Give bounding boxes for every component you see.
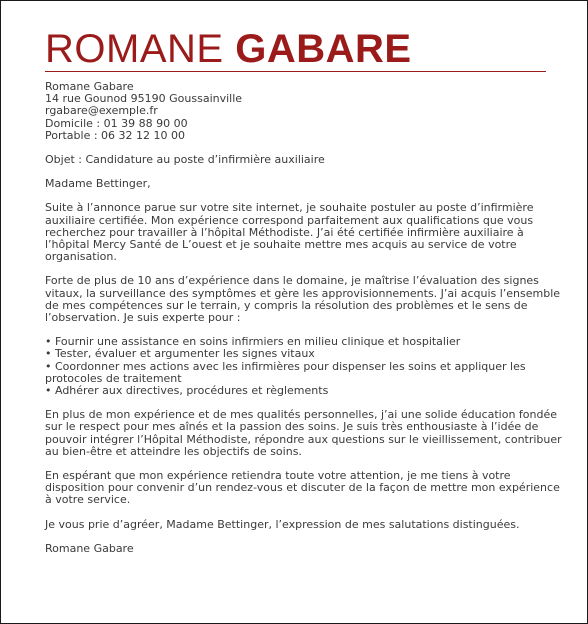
signature xyxy=(45,543,550,555)
paragraph-line: l’hôpital Mercy Santé de L’ouest et je souhaite mettre mes acquis au service de votre xyxy=(45,238,517,252)
paragraph-line: Forte de plus de 10 ans d’expérience dans le domaine, je maîtrise l’évaluation des signes xyxy=(45,274,539,288)
paragraph-line: En plus de mon expérience et de mes qualités personnelles, j’ai une solide éducation fondée xyxy=(45,408,558,422)
paragraph-qualities xyxy=(45,408,562,458)
list-item: protocoles de traitement xyxy=(45,371,182,385)
paragraph-line: vitaux, la surveillance des symptômes et gère les approvisionnements. J’ai acquis l’ensemble xyxy=(45,286,561,300)
applicant-first-name: ROMANE xyxy=(45,27,224,71)
list-item: • Adhérer aux directives, procédures et règlements xyxy=(45,384,329,398)
applicant-last-name: GABARE xyxy=(235,27,412,71)
closing-formula xyxy=(45,519,550,531)
paragraph-line: recherchez pour travailler à l’hôpital Méthodiste. J’ai été certifiée infirmière auxiliaire à xyxy=(45,225,524,239)
salutation xyxy=(45,178,550,190)
contact-line: 14 rue Gounod 95190 Goussainville xyxy=(45,92,243,106)
contact-line: Romane Gabare xyxy=(45,80,134,93)
paragraph-intro xyxy=(45,202,550,263)
object-text: Objet : Candidature au poste d’infirmière auxiliaire xyxy=(45,153,325,167)
paragraph-experience xyxy=(45,274,561,325)
paragraph-line: organisation. xyxy=(45,250,117,264)
contact-line: Portable : 06 32 12 10 00 xyxy=(45,128,186,142)
letter-body xyxy=(45,80,562,567)
paragraph-line: disposition pour convenir d’un rendez-vous et discuter de la façon de mettre mon expérience xyxy=(45,481,560,495)
object-line xyxy=(45,154,550,166)
list-item: • Coordonner mes actions avec les infirmières pour dispenser les soins et appliquer les xyxy=(45,359,526,373)
paragraph-line: au bien-être et atteindre les objectifs de soins. xyxy=(45,444,302,458)
header-divider xyxy=(45,71,546,72)
letter-header xyxy=(45,29,412,69)
paragraph-line: de mes compétences sur le terrain, y compris la résolution des problèmes et le sens de xyxy=(45,298,528,312)
paragraph-line: pouvoir intégrer l’Hôpital Méthodiste, répondre aux questions sur le vieillissement, contribuer xyxy=(45,432,562,446)
applicant-name xyxy=(45,29,412,69)
paragraph-line: En espérant que mon expérience retiendra toute votre attention, je me tiens à votre xyxy=(45,469,511,483)
contact-block xyxy=(45,81,550,142)
closing-text: Je vous prie d’agréer, Madame Bettinger, l’expression de mes salutations distinguées. xyxy=(45,517,520,531)
paragraph-line: sur le respect pour mes aînés et la passion des soins. Je suis très enthousiaste à l’idée de xyxy=(45,420,539,434)
paragraph-line: à votre service. xyxy=(45,493,131,507)
paragraph-line: auxiliaire certifiée. Mon expérience correspond parfaitement aux qualifications que vous xyxy=(45,213,534,227)
contact-email: rgabare@exemple.fr xyxy=(45,104,158,118)
list-item: • Tester, évaluer et argumenter les signes vitaux xyxy=(45,347,315,361)
paragraph-availability xyxy=(45,469,560,507)
salutation-text: Madame Bettinger, xyxy=(45,177,151,191)
signature-text: Romane Gabare xyxy=(45,541,134,555)
skills-list xyxy=(45,336,550,397)
paragraph-line: Suite à l’annonce parue sur votre site internet, je souhaite postuler au poste d’infirmière xyxy=(45,201,534,215)
list-item: • Fournir une assistance en soins infirmiers en milieu clinique et hospitalier xyxy=(45,335,461,349)
contact-line: Domicile : 01 39 88 90 00 xyxy=(45,116,188,130)
paragraph-line: l’observation. Je suis experte pour : xyxy=(45,311,241,325)
